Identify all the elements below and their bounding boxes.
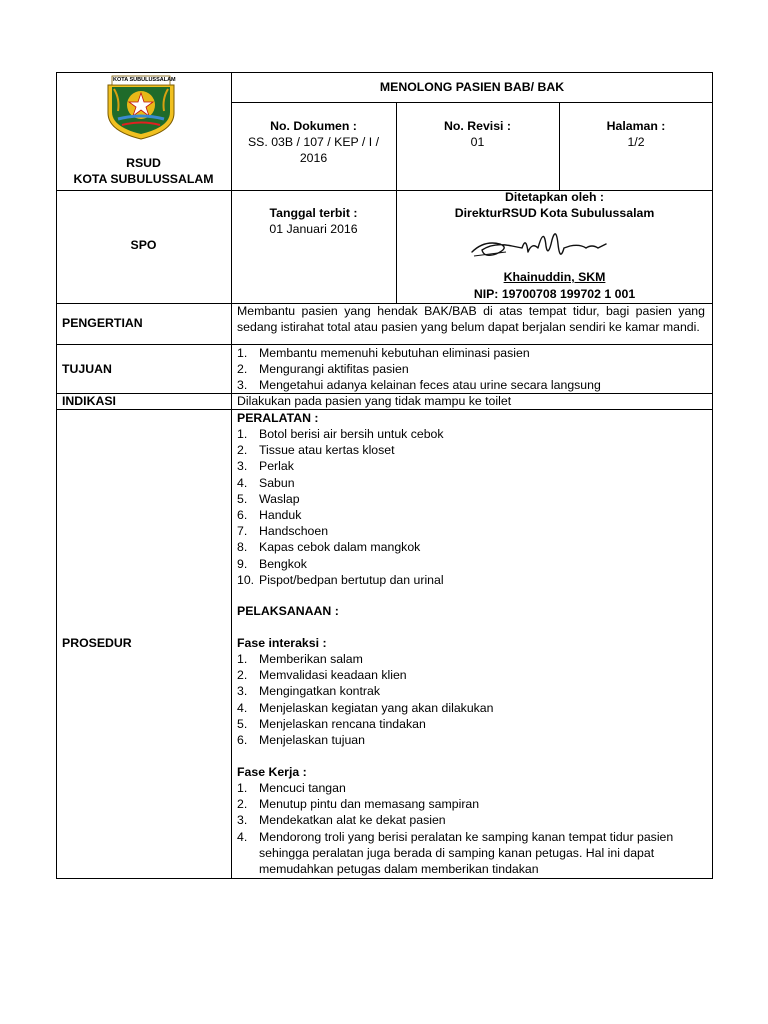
list-item-number: 8.	[237, 540, 248, 555]
list-item-number: 2.	[237, 362, 248, 377]
list-item-number: 4.	[237, 700, 248, 715]
list-item	[237, 572, 705, 588]
list-item-text: Mendorong troli yang berisi peralatan ke samping kanan tempat tidur pasien sehingga peralatan juga berada di samping kanan petugas. Hal ini dapat memudahkan petugas dalam memberikan tindakan	[259, 829, 674, 877]
list-item-text: Kapas cebok dalam mangkok	[259, 540, 421, 555]
list-item	[237, 651, 705, 667]
spo-label: SPO	[130, 238, 157, 252]
list-item-number: 1.	[237, 652, 248, 666]
list-item	[237, 442, 705, 458]
list-item-text: Mencuci tangan	[259, 781, 346, 795]
institution-name-line2: KOTA SUBULUSSALAM	[73, 172, 214, 186]
list-item-text: Menjelaskan kegiatan yang akan dilakukan	[259, 700, 494, 715]
revision-label: No. Revisi :	[444, 119, 511, 133]
list-item	[237, 829, 705, 878]
page-label: Halaman :	[606, 119, 666, 133]
list-item-text: Memberikan salam	[259, 652, 363, 666]
list-item	[237, 377, 705, 393]
list-item-number: 3.	[237, 378, 248, 393]
doc-number-label: No. Dokumen :	[270, 119, 357, 133]
list-item-number: 1.	[237, 346, 248, 360]
list-item	[237, 716, 705, 732]
doc-number-value-line2: 2016	[299, 151, 328, 165]
list-item	[237, 683, 705, 699]
list-item	[237, 539, 705, 555]
peralatan-heading: PERALATAN :	[237, 411, 319, 425]
page-value: 1/2	[627, 135, 645, 149]
list-item-number: 1.	[237, 427, 248, 441]
list-item	[237, 361, 705, 377]
document-title: MENOLONG PASIEN BAB/ BAK	[379, 80, 565, 94]
list-item-number: 4.	[237, 829, 248, 844]
list-item	[237, 426, 705, 442]
list-item-text: Perlak	[259, 459, 294, 474]
list-item-number: 3.	[237, 813, 248, 828]
list-item	[237, 475, 705, 491]
list-item-text: Pispot/bedpan bertutup dan urinal	[259, 572, 444, 587]
list-item-text: Membantu memenuhi kebutuhan eliminasi pasien	[259, 346, 530, 360]
list-item	[237, 812, 705, 828]
indikasi-text: Dilakukan pada pasien yang tidak mampu ke toilet	[237, 394, 512, 408]
issued-date-label: Tanggal terbit :	[269, 206, 358, 220]
peralatan-list	[237, 426, 705, 588]
list-item-text: Mengetahui adanya kelainan feces atau urine secara langsung	[259, 378, 601, 393]
fase-interaksi-heading: Fase interaksi :	[237, 636, 327, 650]
indikasi-label: INDIKASI	[62, 394, 116, 408]
list-item	[237, 491, 705, 507]
fase-kerja-list	[237, 780, 705, 877]
revision-value: 01	[470, 135, 485, 149]
kota-subulussalam-emblem	[104, 75, 178, 141]
emblem-banner-text: KOTA SUBULUSSALAM	[113, 77, 176, 83]
list-item-text: Mendekatkan alat ke dekat pasien	[259, 813, 446, 828]
list-item	[237, 667, 705, 683]
approved-by-label: Ditetapkan oleh :	[504, 190, 605, 204]
pelaksanaan-heading: PELAKSANAAN :	[237, 604, 339, 618]
list-item-number: 6.	[237, 508, 248, 523]
signature-icon	[466, 222, 616, 264]
pengertian-label: PENGERTIAN	[62, 316, 143, 330]
emblem-icon	[104, 75, 178, 141]
list-item-number: 6.	[237, 733, 248, 748]
list-item	[237, 780, 705, 796]
list-item-number: 2.	[237, 668, 248, 683]
list-item-text: Waslap	[259, 491, 300, 506]
list-item-text: Mengingatkan kontrak	[259, 684, 380, 699]
list-item-number: 10.	[237, 572, 255, 587]
list-item	[237, 796, 705, 812]
list-item-number: 9.	[237, 556, 248, 571]
list-item-text: Memvalidasi keadaan klien	[259, 668, 407, 683]
list-item-text: Menjelaskan rencana tindakan	[259, 716, 426, 731]
signer-name: Khainuddin, SKM	[503, 270, 606, 284]
tujuan-list	[237, 345, 705, 394]
list-item	[237, 507, 705, 523]
institution-name-line1: RSUD	[126, 156, 161, 170]
list-item-number: 4.	[237, 475, 248, 490]
list-item-text: Tissue atau kertas kloset	[259, 443, 395, 458]
list-item	[237, 700, 705, 716]
doc-number-value-line1: SS. 03B / 107 / KEP / I /	[247, 135, 379, 149]
spo-document	[56, 72, 713, 879]
list-item-text: Botol berisi air bersih untuk cebok	[259, 427, 444, 441]
list-item-number: 2.	[237, 797, 248, 812]
list-item-number: 3.	[237, 459, 248, 474]
list-item-text: Sabun	[259, 475, 295, 490]
approver-title: DirekturRSUD Kota Subulussalam	[454, 206, 655, 220]
list-item-number: 3.	[237, 684, 248, 699]
fase-kerja-heading: Fase Kerja :	[237, 765, 307, 779]
list-item	[237, 458, 705, 474]
prosedur-label: PROSEDUR	[62, 636, 132, 650]
pengertian-text: Membantu pasien yang hendak BAK/BAB di atas tempat tidur, bagi pasien yang sedang istirahat total atau pasien yang belum dapat berjalan sendiri ke kamar mandi.	[237, 304, 705, 334]
list-item-number: 7.	[237, 524, 248, 539]
list-item-text: Handschoen	[259, 524, 329, 539]
list-item-number: 5.	[237, 716, 248, 731]
fase-interaksi-list	[237, 651, 705, 748]
list-item-text: Menutup pintu dan memasang sampiran	[259, 797, 480, 812]
list-item-text: Mengurangi aktifitas pasien	[259, 362, 409, 377]
issued-date-value: 01 Januari 2016	[269, 222, 358, 236]
list-item-number: 2.	[237, 443, 248, 458]
tujuan-label: TUJUAN	[62, 362, 112, 376]
list-item	[237, 523, 705, 539]
signer-nip: NIP: 19700708 199702 1 001	[473, 287, 636, 301]
list-item-text: Menjelaskan tujuan	[259, 733, 365, 748]
list-item-number: 1.	[237, 781, 248, 795]
list-item	[237, 556, 705, 572]
list-item-text: Bengkok	[259, 556, 307, 571]
list-item-text: Handuk	[259, 508, 302, 523]
list-item	[237, 345, 705, 361]
list-item-number: 5.	[237, 491, 248, 506]
list-item	[237, 732, 705, 748]
